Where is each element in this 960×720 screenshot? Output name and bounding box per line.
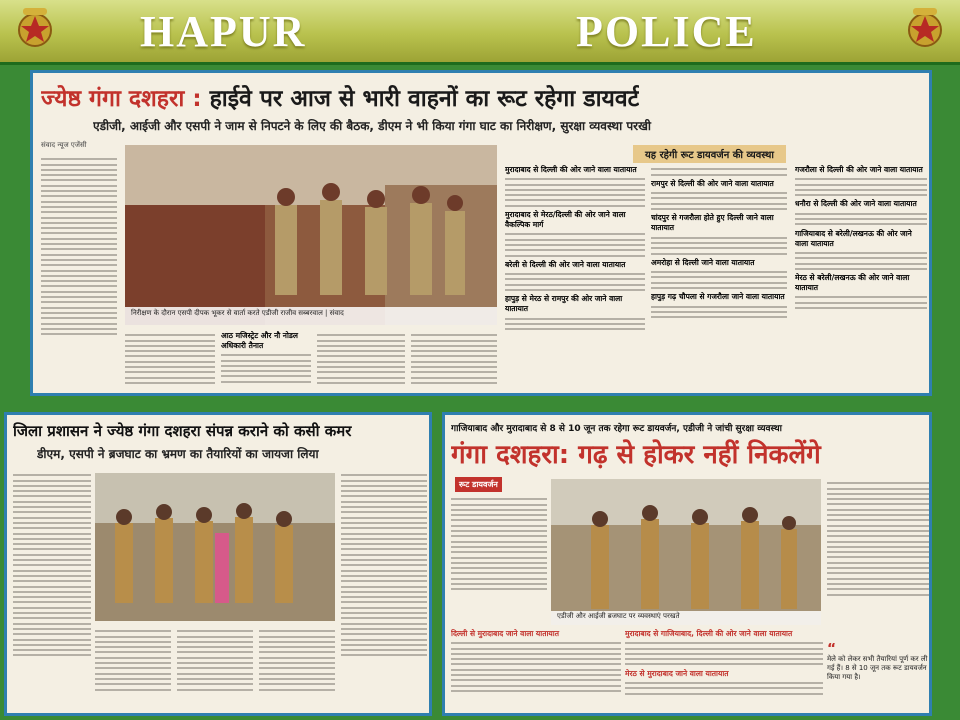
left-police-emblem — [10, 4, 60, 54]
right-bottom-column-1: दिल्ली से मुरादाबाद जाने वाला यातायात — [451, 629, 621, 713]
top-headline-red: ज्येष्ठ गंगा दशहरा : — [41, 86, 202, 112]
top-inspection-photo — [125, 145, 497, 325]
left-subheadline: डीएम, एसपी ने ब्रजघाट का भ्रमण का तैयारियों का जायजा लिया — [37, 447, 319, 461]
top-article-column-5 — [411, 331, 497, 391]
left-article-column-1 — [13, 471, 91, 711]
right-headline-red: गंगा दशहरा: — [451, 440, 570, 470]
route-box-column-2: रामपुर से दिल्ली की ओर जाने वाला यातायात चांदपुर से गजरौला होते हुए दिल्ली जाने वाला यातायात अमरोहा से दिल्ली जाने वाला यातायात हापुड़ गढ़ चौपला से गजरौला जाने वाला यातायात — [651, 165, 787, 393]
route-diversion-label: रूट डायवर्जन — [455, 477, 502, 492]
right-quote-text: मेले को लेकर सभी तैयारियां पूर्ण कर ली गई हैं। 8 से 10 जून तक रूट डायवर्जन किया गया है। — [827, 655, 928, 681]
top-byline: संवाद न्यूज एजेंसी — [41, 141, 87, 149]
right-bottom-column-2: मुरादाबाद से गाजियाबाद, दिल्ली की ओर जाने वाला यातायात मेरठ से मुरादाबाद जाने वाला यातायात — [625, 629, 823, 713]
top-subheadline: एडीजी, आईजी और एसपी ने जाम से निपटने के लिए की बैठक, डीएम ने भी किया गंगा घाट का निरीक्षण, सुरक्षा व्यवस्था परखी — [93, 119, 652, 133]
top-article-column-4 — [317, 331, 405, 391]
right-headline-rest: गढ़ से होकर नहीं निकलेंगे — [578, 440, 821, 470]
top-photo-caption: निरीक्षण के दौरान एसपी दीपक भूकर से वार्ता करते एडीजी राजीव सब्बरवाल | संवाद — [131, 309, 344, 317]
left-article-column-3 — [95, 627, 171, 711]
left-news-clipping — [4, 412, 432, 716]
magistrate-subhead: आठ मजिस्ट्रेट और नौ नोडल अधिकारी तैनात — [221, 331, 298, 350]
right-news-clipping — [442, 412, 932, 716]
header-left-word: HAPUR — [140, 7, 307, 56]
left-article-column-4 — [177, 627, 253, 711]
quote-mark-icon: “ — [827, 643, 837, 657]
top-headline-black: हाईवे पर आज से भारी वाहनों का रूट रहेगा डायवर्ट — [209, 86, 640, 112]
right-kicker: गाजियाबाद और मुरादाबाद से 8 से 10 जून तक रहेगा रूट डायवर्जन, एडीजी ने जांची सुरक्षा व्यवस्था — [451, 424, 782, 434]
route-diversion-box-title: यह रहेगी रूट डायवर्जन की व्यवस्था — [633, 145, 786, 163]
left-article-column-2 — [341, 471, 427, 711]
right-photo-caption: एडीजी और आईजी ब्रजघाट पर व्यवस्थाएं परखते — [557, 612, 680, 620]
right-police-emblem — [900, 4, 950, 54]
top-article-column-1 — [41, 155, 117, 391]
left-headline: जिला प्रशासन ने ज्येष्ठ गंगा दशहरा संपन्न कराने को कसी कमर — [13, 422, 352, 440]
top-article-column-3 — [221, 331, 311, 391]
left-brajghat-photo — [95, 473, 335, 621]
right-article-column-1 — [451, 495, 547, 621]
top-news-clipping — [30, 70, 932, 396]
header-right-word: POLICE — [576, 7, 757, 56]
right-quote-box — [827, 643, 929, 713]
route-box-column-1: मुरादाबाद से दिल्ली की ओर जाने वाला यातायात मुरादाबाद से मेरठ/दिल्ली की ओर जाने वाला वैकल्पिक मार्ग बरेली से दिल्ली की ओर जाने वाला यातायात हापुड़ से मेरठ से रामपुर की ओर जाने वाला यातायात — [505, 165, 645, 393]
page-header — [0, 0, 960, 65]
right-article-column-2 — [827, 479, 929, 639]
top-article-column-2 — [125, 331, 215, 391]
route-box-column-3: गजरौला से दिल्ली की ओर जाने वाला यातायात धनौरा से दिल्ली की ओर जाने वाला यातायात गाजियाबाद से बरेली/लखनऊ की ओर जाने वाला यातायात मेरठ से बरेली/लखनऊ की ओर जाने वाला यातायात — [795, 165, 927, 393]
left-article-column-5 — [259, 627, 335, 711]
right-ghat-photo — [551, 479, 821, 625]
